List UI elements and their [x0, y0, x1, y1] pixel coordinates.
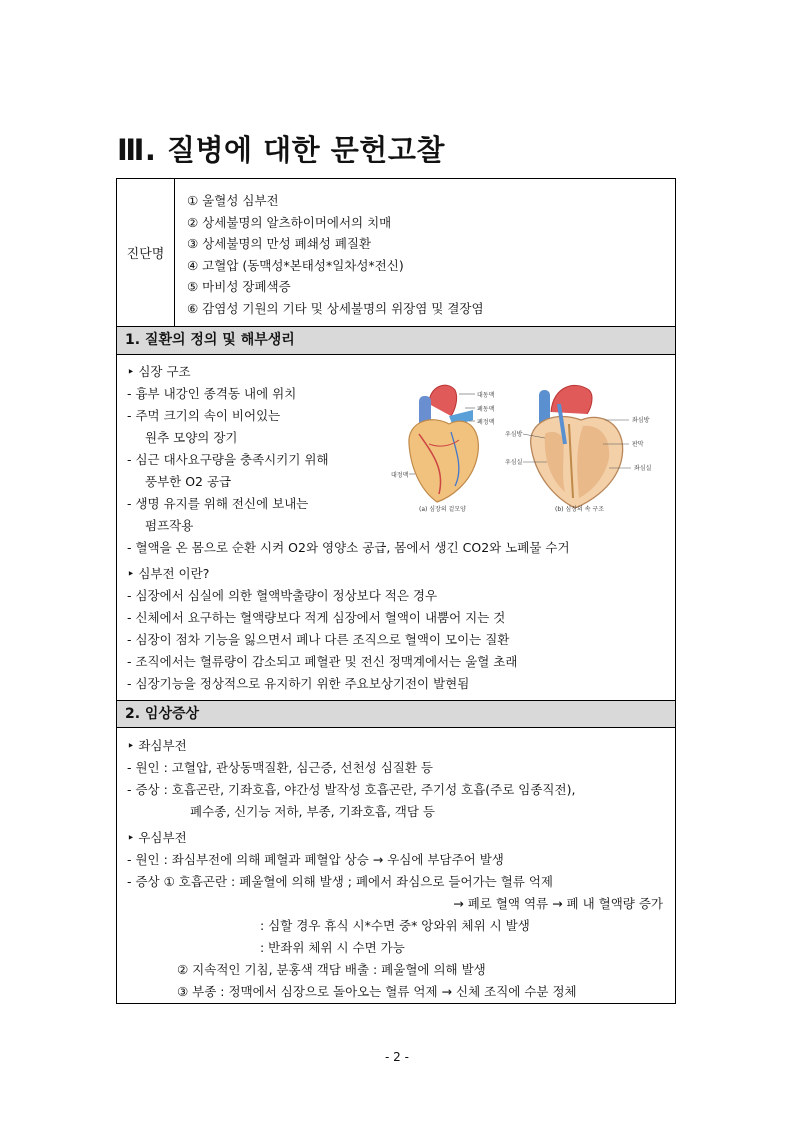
heart-exterior-illustration: [389, 374, 503, 516]
list-item: ‣ 심부전 이란?: [127, 566, 210, 581]
list-item: - 흉부 내강인 종격동 내에 위치: [127, 386, 297, 401]
heart-failure-definition-list: [127, 563, 517, 695]
diagnosis-item: ② 상세불명의 알츠하이머에서의 치매: [187, 214, 392, 230]
list-item: : 심할 경우 휴식 시*수면 중* 앙와위 체위 시 발생: [260, 918, 530, 933]
list-item: - 증상 ① 호흡곤란 : 폐울혈에 의해 발생 ; 폐에서 좌심으로 들어가는 혈류 억제: [127, 874, 553, 889]
figure-caption: (a) 심장의 겉모양: [419, 506, 466, 513]
left-heart-failure-list: [127, 735, 575, 823]
list-item: - 원인 : 고혈압, 관상동맥질환, 심근증, 선천성 심질환 등: [127, 760, 434, 775]
figure-label: 우심실: [505, 459, 523, 466]
figure-label: 폐정맥: [477, 419, 495, 426]
heart-interior-illustration: [505, 374, 675, 516]
diagnosis-item: ⑥ 감염성 기원의 기타 및 상세불명의 위장염 및 결장염: [187, 300, 484, 316]
list-item: - 심근 대사요구량을 충족시키기 위해: [127, 452, 329, 467]
list-item: ‣ 우심부전: [127, 830, 187, 845]
list-item: - 원인 : 좌심부전에 의해 폐혈과 폐혈압 상승 → 우심에 부담주어 발생: [127, 852, 504, 867]
list-item: ② 지속적인 기침, 분홍색 객담 배출 : 폐울혈에 의해 발생: [177, 962, 486, 977]
diagnosis-row: [117, 179, 675, 327]
list-item: ③ 부종 : 정맥에서 심장으로 돌아오는 혈류 억제 → 신체 조직에 수분 정체: [177, 984, 577, 999]
list-item: - 심장기능을 정상적으로 유지하기 위한 주요보상기전이 발현됨: [127, 676, 470, 691]
list-item: → 폐로 혈액 역류 → 폐 내 혈액량 증가: [453, 896, 663, 911]
figure-label: 판막: [632, 441, 644, 448]
figure-label: 좌심방: [632, 417, 650, 424]
list-item: 원추 모양의 장기: [145, 430, 238, 445]
figure-label: 좌심실: [634, 465, 652, 472]
diagnosis-list: [187, 190, 484, 320]
section-heading-symptoms: 2. 임상증상: [117, 700, 675, 728]
list-item: : 반좌위 체위 시 수면 가능: [260, 940, 405, 955]
list-item: - 혈액을 온 몸으로 순환 시켜 O2와 영양소 공급, 몸에서 생긴 CO2와 노폐물 수거: [127, 540, 570, 555]
list-item: ‣ 심장 구조: [127, 364, 191, 379]
figure-label: 대정맥: [391, 472, 409, 479]
diagnosis-item: ④ 고혈압 (동맥성*본태성*일차성*전신): [187, 257, 404, 273]
figure-label: 우심방: [505, 431, 523, 438]
diagnosis-item: ③ 상세불명의 만성 폐쇄성 폐질환: [187, 236, 372, 252]
right-heart-failure-list: [127, 827, 665, 1003]
list-item: - 신체에서 요구하는 혈액량보다 적게 심장에서 혈액이 내뿜어 지는 것: [127, 610, 506, 625]
figure-label: 대동맥: [477, 392, 495, 399]
list-item: 풍부한 O2 공급: [145, 474, 232, 489]
list-item: - 심장이 점차 기능을 잃으면서 폐나 다른 조직으로 혈액이 모이는 질환: [127, 632, 510, 647]
list-item: 펌프작용: [145, 518, 194, 533]
list-item: - 조직에서는 혈류량이 감소되고 폐혈관 및 전신 정맥계에서는 울혈 초래: [127, 654, 518, 669]
diagnosis-item: ⑤ 마비성 장폐색증: [187, 279, 291, 295]
diagnosis-label: 진단명: [117, 179, 175, 326]
list-item: - 주먹 크기의 속이 비어있는: [127, 408, 281, 423]
page-title: Ⅲ. 질병에 대한 문헌고찰: [117, 133, 445, 167]
page-number: - 2 -: [385, 1050, 409, 1064]
list-item: ‣ 좌심부전: [127, 738, 187, 753]
list-item: - 증상 : 호흡곤란, 기좌호흡, 야간성 발작성 호흡곤란, 주기성 호흡(주로 임종직전),: [127, 782, 576, 797]
figure-caption: (b) 심장의 속 구조: [555, 506, 604, 513]
diagnosis-item: ① 울혈성 심부전: [187, 193, 279, 208]
literature-review-table: [116, 178, 676, 1004]
figure-label: 폐동맥: [477, 406, 495, 413]
list-item: - 심장에서 심실에 의한 혈액박출량이 정상보다 적은 경우: [127, 588, 438, 603]
list-item: 폐수종, 신기능 저하, 부종, 기좌호흡, 객담 등: [190, 804, 436, 819]
heart-structure-list: [127, 361, 570, 559]
list-item: - 생명 유지를 위해 전신에 보내는: [127, 496, 309, 511]
section-heading-definition: 1. 질환의 정의 및 해부생리: [117, 327, 675, 355]
